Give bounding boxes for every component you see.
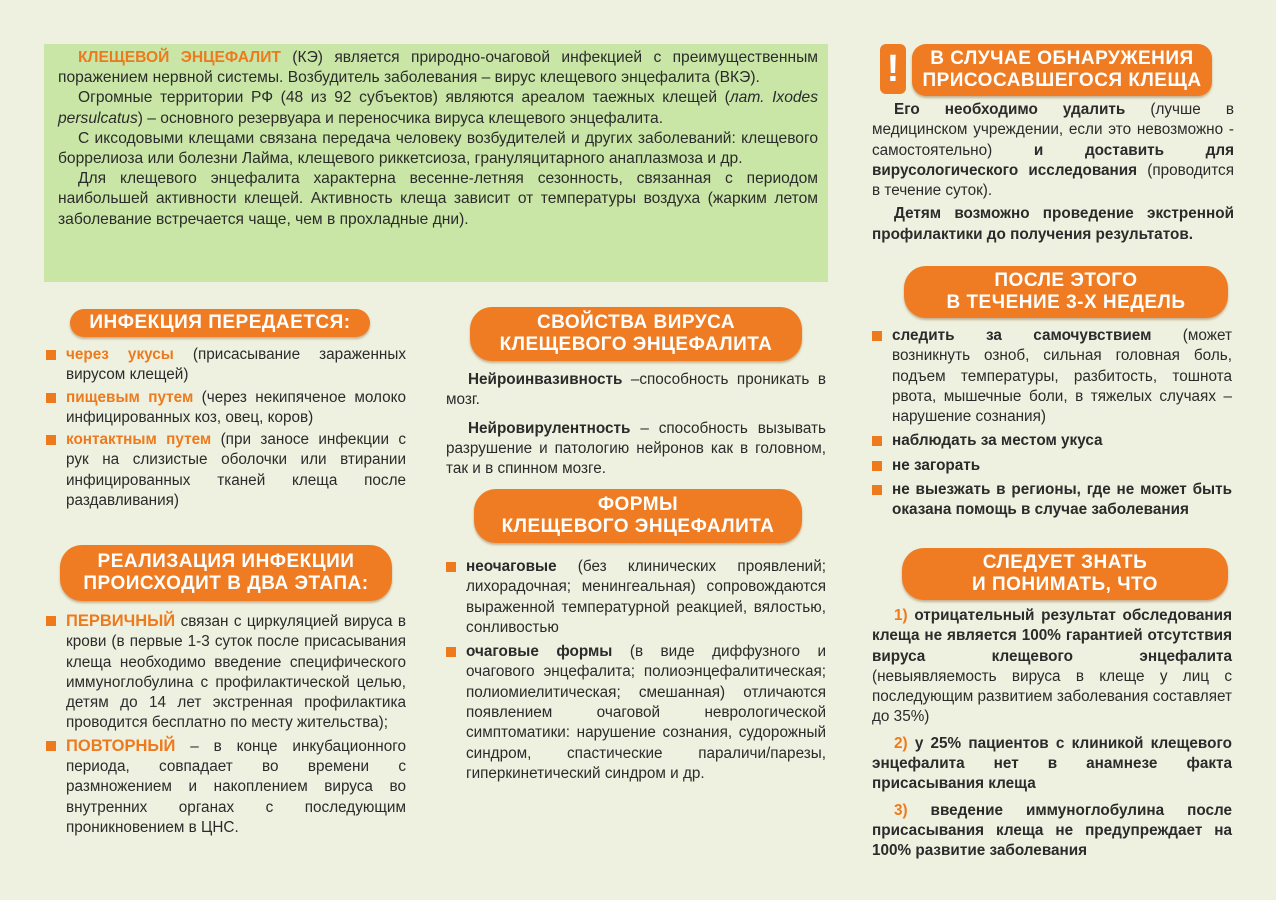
bullet-icon (46, 741, 56, 751)
item-text: (при заносе инфекции с рук на слизистые оболочки или втирании инфицированных тканей клеща после раздавливания) (66, 431, 406, 510)
after-header-line2: В ТЕЧЕНИЕ 3-Х НЕДЕЛЬ (946, 292, 1186, 313)
list-item (44, 430, 406, 511)
bullet-icon (46, 393, 56, 403)
bullet-icon (446, 562, 456, 572)
forms-header-line2: КЛЕЩЕВОГО ЭНЦЕФАЛИТА (501, 516, 775, 537)
item-text: не загорать (892, 456, 981, 474)
intro-paragraph-3: С иксодовыми клещами связана передача человеку возбудителей и других заболеваний: клещевого боррелиоза или болезни Лайма, клещевого риккетсиоза, грануляцитарного анаплазмоза и др. (58, 129, 818, 168)
list-item (444, 557, 826, 638)
property-text: –способность проникать в мозг. (446, 371, 826, 409)
forms-list (444, 557, 826, 784)
forms-header (474, 489, 802, 543)
item-text: (через некипяченое молоко инфицированных коз, овец, коров) (66, 388, 406, 426)
list-item (870, 431, 1232, 451)
know-header-line1: СЛЕДУЕТ ЗНАТЬ (982, 552, 1148, 573)
infection-list (44, 345, 406, 511)
item-text: – в конце инкубационного периода, совпадает во времени с размножением и накоплением вируса во внутренних органах с последующим проникновением в ЦНС. (66, 737, 406, 836)
item-lead: ПЕРВИЧНЫЙ (66, 612, 176, 630)
virus-properties (446, 370, 826, 479)
bullet-icon (46, 616, 56, 626)
item-text: наблюдать за местом укуса (892, 432, 1103, 450)
list-item (44, 736, 406, 838)
virus-header-line1: СВОЙСТВА ВИРУСА (536, 312, 736, 333)
know-point-2 (872, 734, 1232, 795)
stages-header-line1: РЕАЛИЗАЦИЯ ИНФЕКЦИИ (97, 551, 355, 572)
virus-header-line2: КЛЕЩЕВОГО ЭНЦЕФАЛИТА (499, 334, 773, 355)
tick-header (912, 44, 1212, 96)
point-number: 2) (894, 734, 908, 752)
know-point-1 (872, 606, 1232, 728)
property-lead: Нейроинвазивность (468, 371, 623, 388)
item-lead: контактным путем (66, 431, 212, 449)
know-header (902, 548, 1228, 600)
virus-property-2 (446, 419, 826, 480)
intro-text-2a: Огромные территории РФ (48 из 92 субъектов) являются ареалом таежных клещей ( (78, 89, 730, 107)
property-text: – способность вызывать разрушение и патологию нейронов как в головном, так и в спинном мозге. (446, 419, 826, 478)
intro-paragraph-1 (58, 48, 818, 88)
tick-paragraph-1 (872, 100, 1234, 201)
list-item (444, 642, 826, 784)
tick-paragraph-2: Детям возможно проведение экстренной профилактики до получения результатов. (872, 205, 1234, 243)
exclamation-icon: ! (880, 44, 906, 94)
item-text: связан с циркуляцией вируса в крови (в первые 1-3 суток после присасывания клеща необходимо введение специфического иммуноглобулина с профилактической целью, детям до 14 лет экстренная профилактика проводится бесплатно по месту жительства); (66, 613, 406, 732)
bullet-icon (872, 331, 882, 341)
virus-header (470, 307, 802, 361)
stages-header-line2: ПРОИСХОДИТ В ДВА ЭТАПА: (83, 573, 369, 594)
bullet-icon (872, 461, 882, 471)
list-item (870, 456, 1232, 476)
tick-header-line2: ПРИСОСАВШЕГОСЯ КЛЕЩА (922, 70, 1202, 91)
intro-paragraph-4: Для клещевого энцефалита характерна весенне-летняя сезонность, связанная с периодом наибольшей активности клещей. Активность клеща зависит от температуры воздуха (жарким летом заболевание встречается чаще, чем в прохладные дни). (58, 170, 818, 228)
after-header-line1: ПОСЛЕ ЭТОГО (994, 270, 1138, 291)
stages-header (60, 545, 392, 601)
point-bold: отрицательный результат обследования клеща не является 100% гарантией отсутствия вируса клещевого энцефалита (872, 607, 1232, 665)
infection-header (70, 309, 370, 337)
list-item (870, 326, 1232, 427)
bullet-icon (446, 647, 456, 657)
list-item (44, 388, 406, 429)
item-lead: ПОВТОРНЫЙ (66, 736, 176, 755)
item-lead: следить за самочувствием (892, 327, 1152, 344)
item-lead: очаговые формы (466, 643, 613, 661)
after-header (904, 266, 1228, 318)
know-list (872, 606, 1232, 862)
tick-header-line1: В СЛУЧАЕ ОБНАРУЖЕНИЯ (930, 48, 1194, 69)
point-text: введение иммуноглобулина после присасывания клеща не предупреждает на 100% развитие заболевания (872, 801, 1232, 860)
know-header-line2: И ПОНИМАТЬ, ЧТО (972, 574, 1158, 595)
bullet-icon (46, 435, 56, 445)
intro-paragraph-2 (58, 88, 818, 128)
point-number: 1) (894, 607, 908, 624)
property-lead: Нейровирулентность (468, 419, 631, 437)
item-lead: через укусы (66, 346, 174, 363)
item-text: (присасывание зараженных вирусом клещей) (66, 346, 406, 384)
point-number: 3) (894, 801, 908, 819)
item-lead: пищевым путем (66, 388, 194, 406)
intro-text-2b: ) – основного резервуара и переносчика вируса клещевого энцефалита. (137, 109, 664, 127)
intro-latin: лат. Ixodes persulcatus (58, 89, 819, 127)
bullet-icon (46, 350, 56, 360)
tick-instructions (872, 100, 1234, 245)
item-text: (в виде диффузного и очагового энцефалита; полиоэнцефалитическая; полиомиелитическая; смешанная) отличаются появлением очаговой неврологической симптоматики: нарушение сознания, судорожный синдром, спастические параличи/парезы, гиперкинетический синдром и др. (466, 643, 826, 782)
list-item (44, 611, 406, 734)
stages-list (44, 611, 406, 838)
forms-header-line1: ФОРМЫ (597, 494, 679, 515)
intro-title: КЛЕЩЕВОЙ ЭНЦЕФАЛИТ (78, 49, 281, 66)
know-point-3 (872, 801, 1232, 862)
item-text: (без клинических проявлений; лихорадочная; менингеальная) сопровождаются выраженной температурной реакцией, вялостью, сонливостью (466, 558, 826, 636)
point-text: (невыявляемость вируса в клеще у лиц с последующим развитием заболевания составляет до 35%) (872, 667, 1233, 726)
intro-panel (44, 44, 828, 282)
after-list (870, 326, 1232, 521)
bullet-icon (872, 436, 882, 446)
intro-text-1: (КЭ) является природно-очаговой инфекцией с преимущественным поражением нервной системы. Возбудитель заболевания – вирус клещевого энцефалита (ВКЭ). (58, 49, 819, 87)
tick-bold-c: и доставить для вирусологического исследования (872, 141, 1235, 179)
bullet-icon (872, 485, 882, 495)
tick-bold-a: Его необходимо удалить (894, 101, 1126, 118)
virus-property-1 (446, 370, 826, 411)
list-item (44, 345, 406, 386)
point-text: у 25% пациентов с клиникой клещевого энцефалита нет в анамнезе факта присасывания клеща (872, 734, 1232, 793)
tick-text-b: (лучше в медицинском учреждении, если это невозможно - самостоятельно) (872, 101, 1234, 159)
tick-text-d: (проводится в течение суток). (872, 161, 1234, 200)
list-item (870, 480, 1232, 521)
item-text: (может возникнуть озноб, сильная головная боль, подъем температуры, разбитость, тошнота рвота, мышечные боли, в тяжелых случаях – нарушение сознания) (892, 327, 1232, 426)
infection-header-text: ИНФЕКЦИЯ ПЕРЕДАЕТСЯ: (89, 312, 351, 333)
item-lead: неочаговые (466, 558, 557, 575)
item-text: не выезжать в регионы, где не может быть оказана помощь в случае заболевания (892, 481, 1232, 519)
